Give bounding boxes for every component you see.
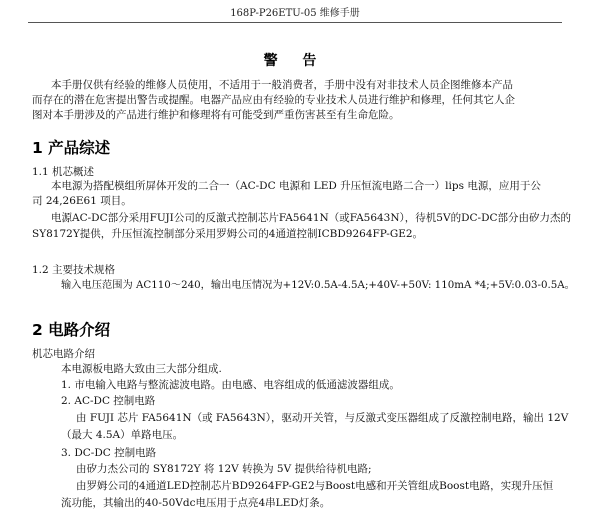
- section-2-intro-heading: 机芯电路介绍: [32, 348, 95, 360]
- paragraph-line: 由罗姆公司的4通道LED控制芯片BD9264FP-GE2与Boost电感和开关管组成Boost电路，实现升压恒: [76, 480, 554, 492]
- paragraph-line: 由 FUJI 芯片 FA5641N（或 FA5643N），驱动开关管，与反激式变压器组成了反激控制电路，输出 12V: [76, 412, 569, 424]
- paragraph-line: （最大 4.5A）单路电压。: [61, 429, 184, 441]
- paragraph-line: SY8172Y提供，升压恒流控制部分采用罗姆公司的4通道控制ICBD9264FP-GE2。: [32, 228, 424, 240]
- list-item: 1. 市电输入电路与整流滤波电路。由电感、电容组成的低通滤波器组成。: [61, 379, 400, 391]
- list-item: 3. DC-DC 控制电路: [61, 447, 157, 459]
- section-2-heading: 2 电路介绍: [32, 321, 111, 339]
- paragraph-line: 司 24,26E61 项目。: [32, 195, 132, 207]
- paragraph-line: 电源AC-DC部分采用FUJI公司的反激式控制芯片FA5641N（或FA5643N），待机5V的DC-DC部分由矽力杰的: [51, 212, 572, 224]
- header-rule: [28, 22, 562, 23]
- paragraph-line: 由矽力杰公司的 SY8172Y 将 12V 转换为 5V 提供给待机电路;: [76, 463, 372, 475]
- warning-line: 而存在的潜在危害提出警告或提醒。电器产品应由有经验的专业技术人员进行维护和修理，任何其它人企: [32, 94, 515, 106]
- section-1-heading: 1 产品综述: [32, 139, 111, 157]
- list-item: 2. AC-DC 控制电路: [61, 395, 156, 407]
- page-header: 168P-P26ETU-05 维修手册: [230, 8, 360, 19]
- paragraph-line: 本电源板电路大致由三大部分组成.: [61, 363, 222, 375]
- warning-line: 图对本手册涉及的产品进行维护和修理将有可能受到严重伤害甚至有生命危险。: [32, 109, 400, 121]
- section-1-1-heading: 1.1 机芯概述: [32, 166, 95, 178]
- paragraph-line: 本电源为搭配模组所屏体开发的二合一（AC-DC 电源和 LED 升压恒流电路二合一）lips 电源，应用于公: [51, 180, 541, 192]
- warning-title: 警 告: [263, 53, 327, 69]
- section-1-2-heading: 1.2 主要技术规格: [32, 264, 116, 276]
- paragraph-line: 流功能，其输出的40-50Vdc电压用于点亮4串LED灯条。: [61, 497, 331, 509]
- warning-line: 本手册仅供有经验的维修人员使用，不适用于一般消费者，手册中没有对非技术人员企图维修本产品: [51, 79, 513, 91]
- paragraph-line: 输入电压范围为 AC110～240，输出电压情况为+12V:0.5A-4.5A;+40V-+50V: 110mA *4;+5V:0.03-0.5A。: [61, 279, 575, 291]
